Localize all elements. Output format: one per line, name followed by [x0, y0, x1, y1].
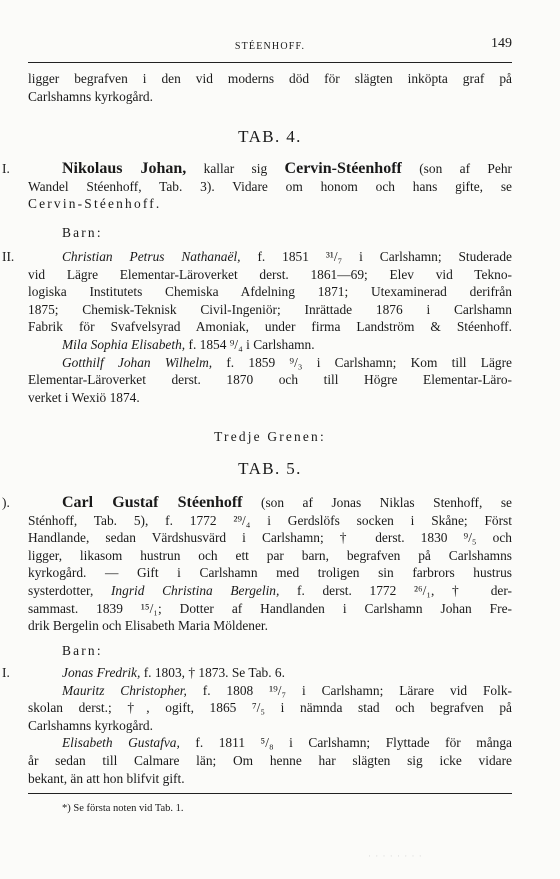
child-name: Mila Sophia Elisabeth,	[62, 336, 186, 352]
text-span: kallar sig	[203, 161, 268, 176]
tab-4-children	[2, 248, 512, 406]
text-span: (son af Jonas Niklas Stenhoff, se	[261, 495, 512, 510]
child-name: Elisabeth Gustafva,	[62, 735, 180, 751]
text-line: 1875; Chemisk-Teknisk Civil-Ingeniör; Inrättade 1876 i Carlshamn	[28, 301, 512, 317]
text-line: bekant, än att hon blifvit gift.	[28, 770, 185, 786]
text-line: år sedan till Calmare län; Om henne har slägten sig icke vidare	[28, 752, 512, 768]
margin-mark: I.	[2, 665, 10, 680]
text-line: Cervin-Stéenhoff.	[28, 196, 162, 212]
text-line: kyrkogård. — Gift i Carlshamn med troligen sin farbrors hustrus	[28, 565, 512, 581]
page-header	[28, 35, 512, 55]
tab-5-entry	[2, 494, 513, 635]
child-name: Mauritz Christopher,	[62, 682, 187, 698]
running-title: STÉENHOFF.	[234, 41, 306, 52]
text-line: Handlande, sedan Värdshusvärd i Carlshamn; † derst. 1830 ⁹/₅ och	[28, 530, 512, 546]
text-line: verket i Wexiö 1874.	[28, 389, 140, 405]
text-line: Elementar-Läroverket derst. 1870 och till Högre Elementar-Läro-	[28, 372, 512, 388]
text-span: f. 1808 ¹⁹/₇ i Carlshamn; Lärare vid Folk-	[202, 682, 512, 698]
children-label: Barn:	[62, 225, 103, 240]
text-span: systerdotter,	[28, 582, 94, 598]
branch-heading: Tredje Grenen:	[214, 429, 326, 444]
text-span: f. 1859 ⁹/₃ i Carlshamn; Kom till Lägre	[226, 354, 512, 370]
tab-4-entry	[2, 160, 512, 213]
text-line: sammast. 1839 ¹⁵/₁; Dotter af Handlanden i Carlshamn Johan Fre-	[28, 600, 512, 616]
header-rule	[28, 62, 512, 63]
child-name: Jonas Fredrik,	[62, 665, 141, 680]
children-label: Barn:	[62, 643, 103, 658]
footnote-rule	[28, 793, 512, 794]
text-line: Carlshamns kyrkogård.	[28, 88, 153, 104]
spouse-name: Ingrid Christina Bergelin,	[110, 582, 280, 598]
person-name: Carl Gustaf Stéenhoff	[62, 494, 243, 511]
page-number: 149	[491, 36, 512, 51]
tab-5-children	[2, 664, 512, 787]
text-span: f. 1803, † 1873. Se Tab. 6.	[143, 665, 285, 680]
text-span: f. 1851 ³¹/₇ i Carlshamn; Studerade	[257, 249, 512, 264]
text-line: drik Bergelin och Elisabeth Maria Möldener.	[28, 618, 268, 634]
tab-5-heading: TAB. 5.	[238, 459, 302, 478]
text-span: f. 1854 ⁹/₄ i Carlshamn.	[188, 336, 315, 352]
family-name: Cervin-Stéenhoff	[284, 160, 402, 177]
text-line: ligger begrafven i den vid moderns död för slägten inköpta graf på	[28, 71, 512, 86]
scan-watermark: · · · · · · · ·	[368, 851, 423, 861]
child-name: Gotthilf Johan Wilhelm,	[62, 354, 213, 370]
text-line: Wandel Stéenhoff, Tab. 3). Vidare om honom och hans gifte, se	[28, 178, 512, 194]
text-line: skolan derst.; †, ogift, 1865 ⁷/₅ i nämnda stad och begrafven på	[28, 700, 512, 716]
text-line: logiska Institutets Chemiska Afdelning 1871; Utexaminerad derifrån	[28, 284, 512, 300]
text-line: ligger, likasom hustrun och ett par barn, begrafven på Carlshamns	[28, 547, 512, 563]
text-line: Sténhoff, Tab. 5), f. 1772 ²⁹/₄ i Gerdslöfs socken i Skåne; Först	[28, 512, 512, 528]
text-span: f. 1811 ⁵/₈ i Carlshamn; Flyttade för många	[195, 735, 512, 751]
footnote: *) Se första noten vid Tab. 1.	[62, 803, 184, 814]
text-line: Fabrik för Svafvelsyrad Amoniak, under firma Landström & Stéenhoff.	[28, 319, 512, 335]
intro-paragraph	[28, 70, 512, 105]
text-span: f. derst. 1772 ²⁶/₁, † der-	[297, 582, 513, 598]
person-name: Nikolaus Johan,	[62, 160, 187, 177]
tab-4-heading: TAB. 4.	[238, 127, 302, 146]
child-name: Christian Petrus Nathanaël,	[62, 249, 241, 264]
text-line: vid Lägre Elementar-Läroverket derst. 1861—69; Elev vid Tekno-	[28, 266, 512, 282]
margin-mark: II.	[2, 249, 15, 264]
margin-mark: ).	[2, 495, 10, 510]
text-span: (son af Pehr	[419, 161, 512, 176]
text-line: Carlshamns kyrkogård.	[28, 717, 153, 733]
margin-mark: I.	[2, 161, 10, 176]
